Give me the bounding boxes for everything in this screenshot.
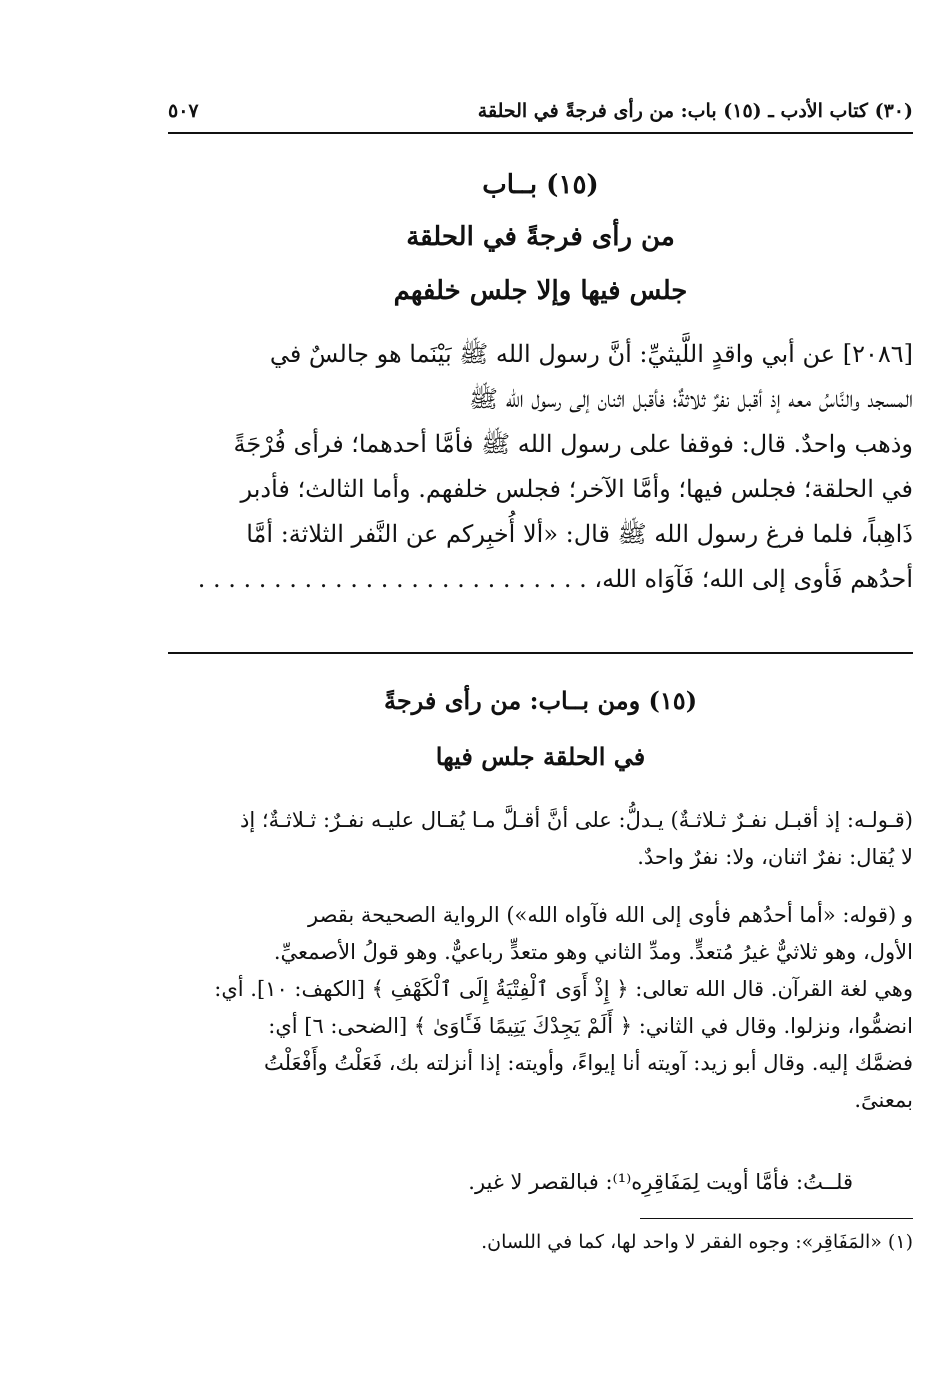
running-header [168,98,913,134]
hadith-line: أحدُهم فَأوى إلى الله؛ فَآوَاه الله، . . . . . . . . . . . . . . . . . . . . . . . . . . [197,565,913,593]
commentary-line: لا يُقال: نفرٌ اثنان، ولا: نفرٌ واحدٌ. [637,845,913,869]
hadith-line: ذَاهِباً، فلما فرغ رسول الله ﷺ قال: «ألا أُخبِركم عن النَّفر الثلاثة: أمَّا [246,520,913,548]
commentary-line: بمعنىً. [854,1088,913,1112]
header-title: (٣٠) كتاب الأدب ـ (١٥) باب: من رأى فرجةً في الحلقة [477,100,913,122]
commentary-heading-line2: في الحلقة جلس فيها [435,742,646,771]
commentary-line: الأول، وهو ثلاثيٌّ غيرُ مُتعدٍّ. ومدِّ الثاني وهو متعدٍّ رباعيٌّ. وهو قولُ الأصمعيِّ. [273,940,913,964]
commentary-line: (قـولـه: إذ أقبـل نفـرٌ ثـلاثـةٌ) يـدلُّ: على أنَّ أقـلَّ مـا يُقـال عليـه نفـرٌ: ثـلاثـةٌ؛ إذ [240,808,913,832]
commentary-heading-line1: (١٥) ومن بــاب: من رأى فرجةً [383,686,698,715]
commentary-paragraph-2 [168,897,913,1119]
chapter-number: (١٥) بــاب [482,170,599,200]
hadith-text [168,332,913,602]
commentary-paragraph-1 [168,802,913,876]
hadith-line: المسجد والنَّاسُ معه إذ أقبل نفرٌ ثلاثةٌ؛ فأقبل اثنان إلى رسول الله ﷺ [469,385,913,413]
footnote: (١) «المَفَاقِر»: وجوه الفقر لا واحد لها، كما في اللسان. [481,1231,913,1253]
chapter-title-line2: جلس فيها وإلا جلس خلفهم [393,276,688,306]
commentary-paragraph-3: قلــتُ: فأمَّا أويت لِمَفَاقِرِه⁽¹⁾: فبالقصر لا غير. [468,1170,853,1194]
footnote-divider [640,1218,913,1219]
page-number: ٥٠٧ [168,100,199,122]
commentary-line: وهي لغة القرآن. قال الله تعالى: ﴿ إِذْ أَوَى ٱلْفِتْيَةُ إِلَى ٱلْكَهْفِ ﴾ [الكهف: ١٠]. أي: [214,977,913,1001]
commentary-line: و (قوله: «أما أحدُهم فأوى إلى الله فآواه الله») الرواية الصحيحة بقصر [307,903,913,927]
hadith-line: في الحلقة؛ فجلس فيها؛ وأمَّا الآخر؛ فجلس خلفهم. وأما الثالث؛ فأدبر [240,475,913,503]
section-divider [168,652,913,654]
hadith-line: [٢٠٨٦] عن أبي واقدٍ اللَّيثيِّ: أنَّ رسول الله ﷺ بَيْنَما هو جالسٌ في [269,340,913,368]
hadith-line: وذهب واحدٌ. قال: فوقفا على رسول الله ﷺ فأمَّا أحدهما؛ فرأى فُرْجَةً [233,430,913,458]
chapter-title-line1: من رأى فرجةً في الحلقة [406,222,675,252]
commentary-line: انضمُّوا، ونزلوا. وقال في الثاني: ﴿ أَلَمْ يَجِدْكَ يَتِيمًا فَـَٔاوَىٰ ﴾ [الضحى: ٦] أي: [268,1014,913,1038]
commentary-line: فضمَّك إليه. وقال أبو زيد: آويته أنا إيواءً، وأويته: إذا أنزلته بك، فَعَلْتُ وأَفْعَلْتُ [263,1051,913,1075]
